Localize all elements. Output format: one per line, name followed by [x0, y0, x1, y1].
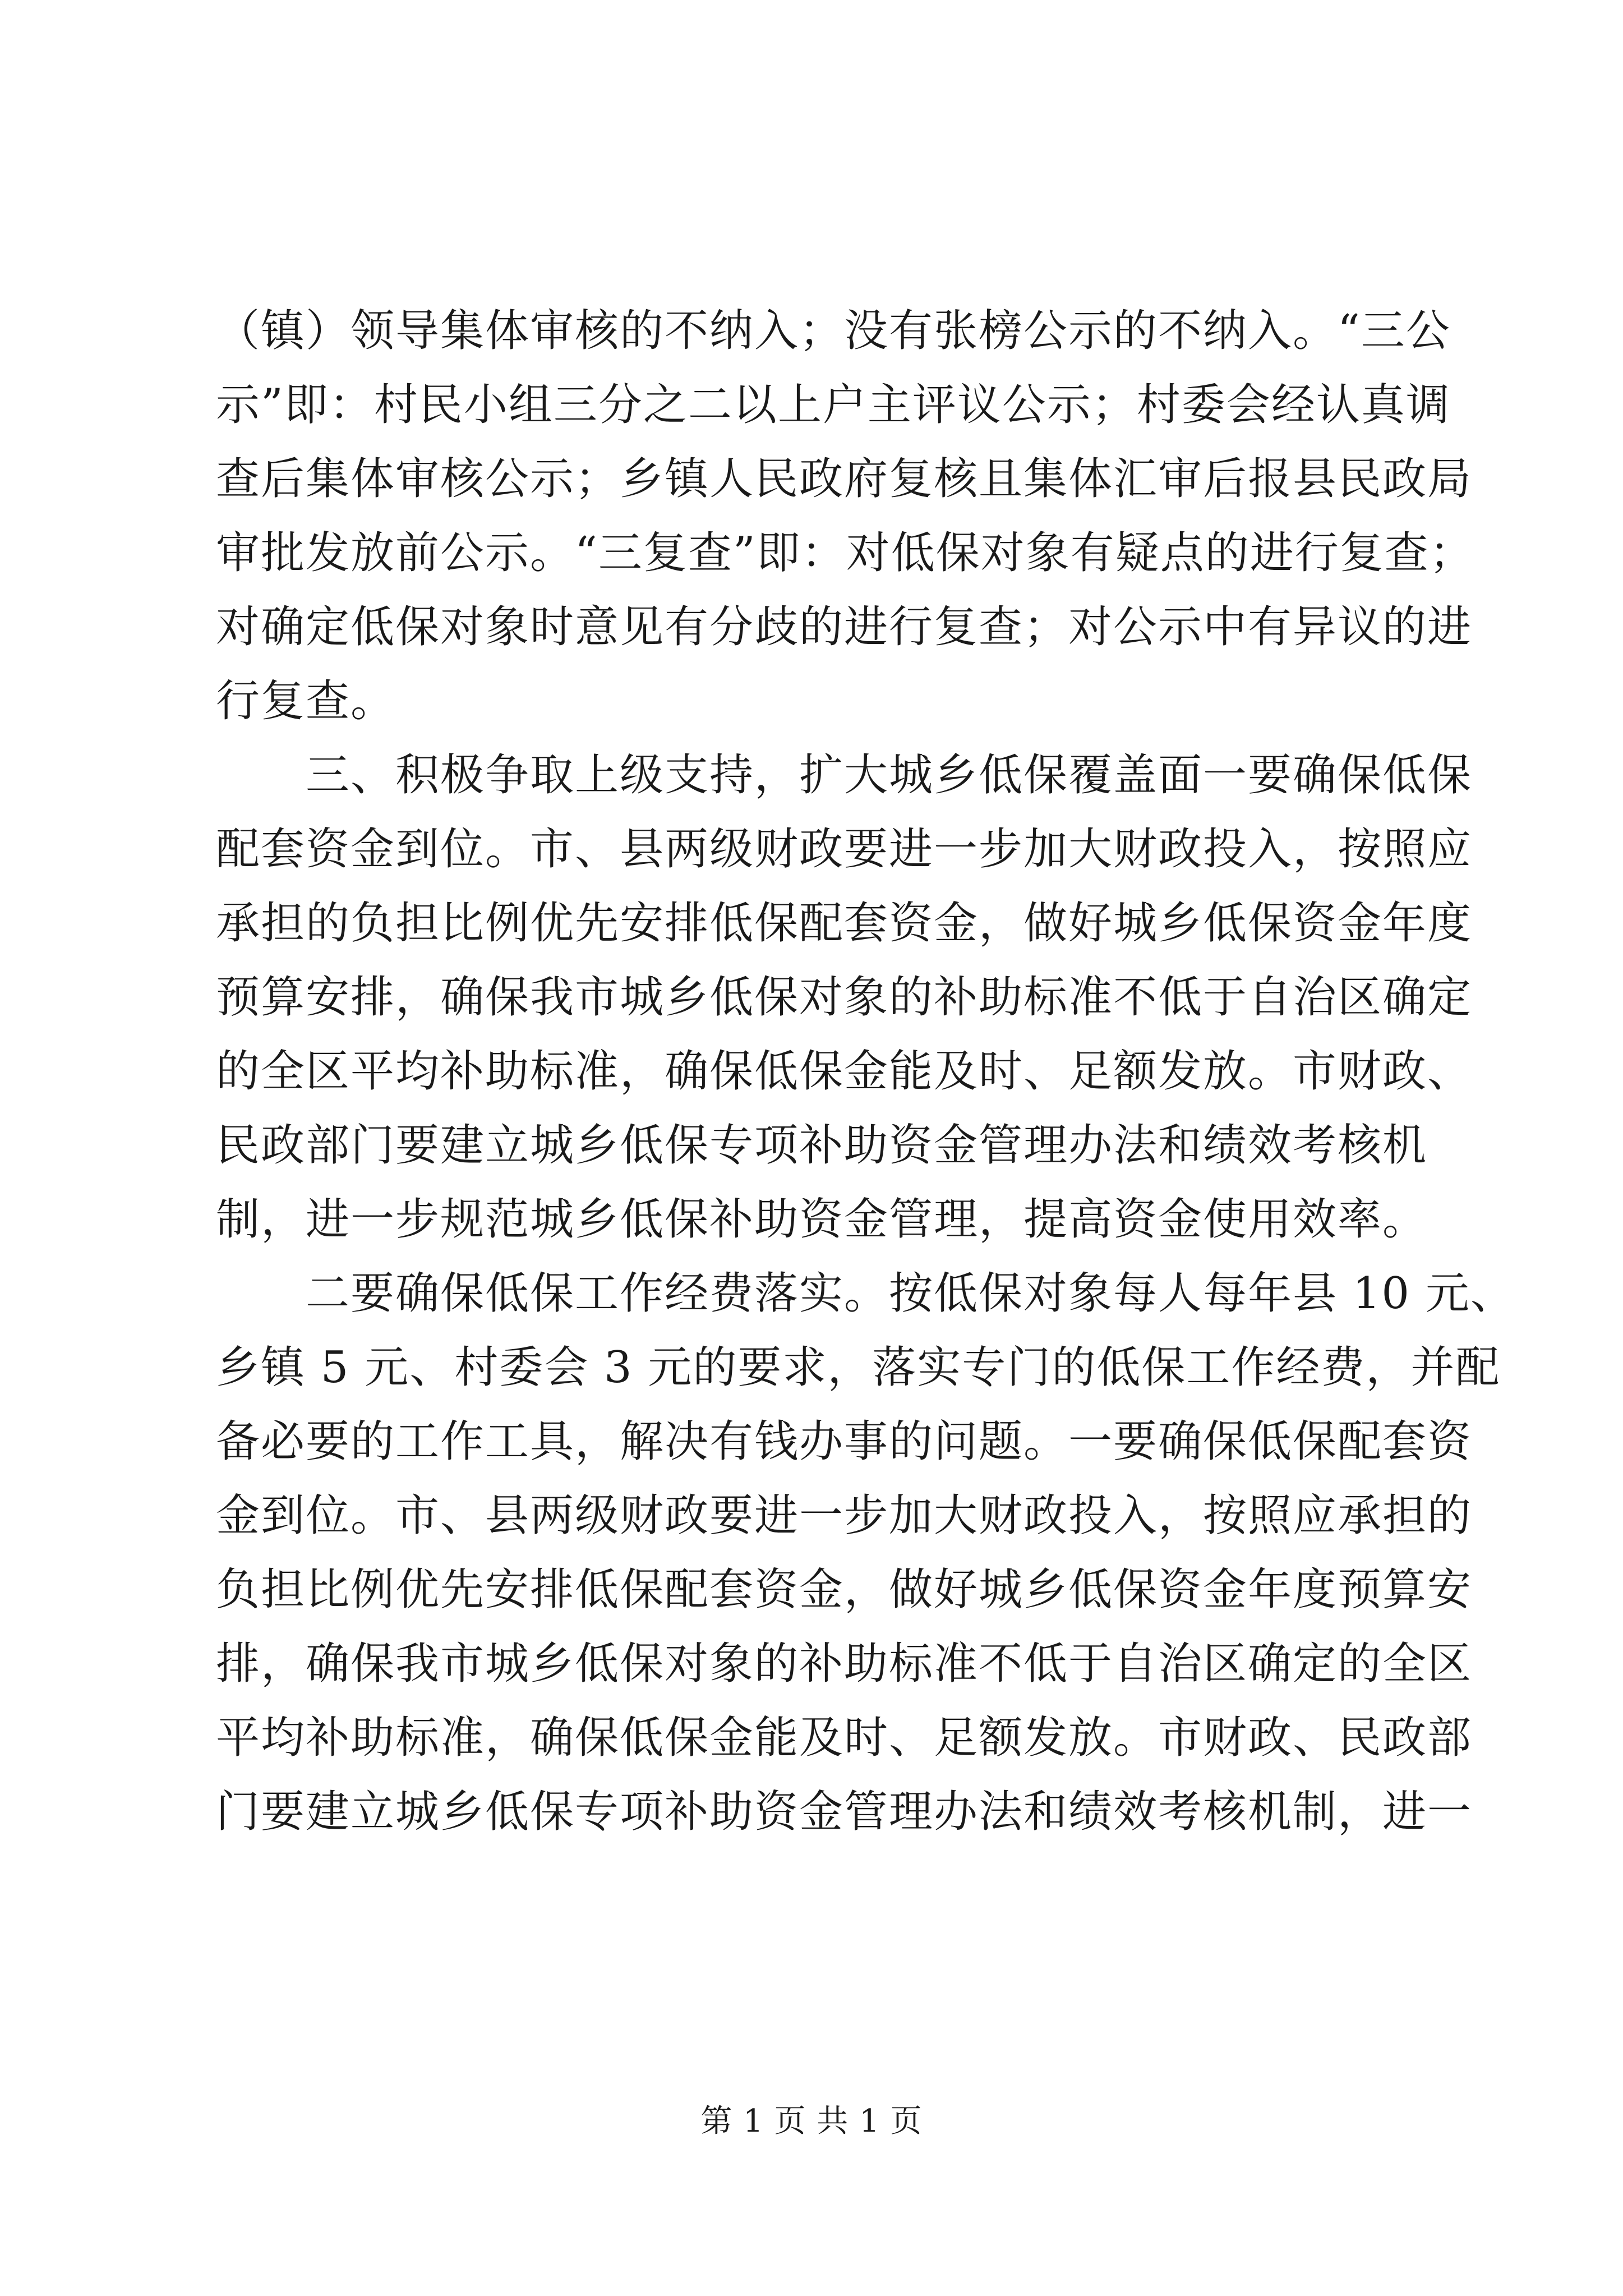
- text-line: 三、积极争取上级支持，扩大城乡低保覆盖面一要确保低保: [216, 750, 1473, 800]
- page-footer: 第 1 页 共 1 页: [700, 2103, 923, 2139]
- text-line: 门要建立城乡低保专项补助资金管理办法和绩效考核机制，进一: [216, 1787, 1473, 1837]
- text-line: 乡镇 5 元、村委会 3 元的要求，落实专门的低保工作经费，并配: [216, 1342, 1501, 1393]
- text-line: 示”即：村民小组三分之二以上户主评议公示；村委会经认真调: [216, 380, 1451, 430]
- text-line: 金到位。市、县两级财政要进一步加大财政投入，按照应承担的: [216, 1490, 1473, 1541]
- text-line: 审批发放前公示。“三复查”即：对低保对象有疑点的进行复查；: [216, 528, 1474, 578]
- text-line: 民政部门要建立城乡低保专项补助资金管理办法和绩效考核机: [216, 1120, 1428, 1171]
- text-line: 负担比例优先安排低保配套资金，做好城乡低保资金年度预算安: [216, 1565, 1473, 1615]
- text-line: 的全区平均补助标准，确保低保金能及时、足额发放。市财政、: [216, 1046, 1473, 1097]
- text-line: 排，确保我市城乡低保对象的补助标准不低于自治区确定的全区: [216, 1639, 1473, 1689]
- text-line: 二要确保低保工作经费落实。按低保对象每人每年县 10 元、: [216, 1268, 1515, 1319]
- text-line: 备必要的工作工具，解决有钱办事的问题。一要确保低保配套资: [216, 1416, 1473, 1467]
- text-line: 预算安排，确保我市城乡低保对象的补助标准不低于自治区确定: [216, 972, 1473, 1023]
- text-line: 行复查。: [216, 676, 396, 726]
- text-line: 承担的负担比例优先安排低保配套资金，做好城乡低保资金年度: [216, 898, 1473, 949]
- text-line: （镇）领导集体审核的不纳入；没有张榜公示的不纳入。“三公: [216, 306, 1451, 356]
- text-line: 查后集体审核公示；乡镇人民政府复核且集体汇审后报县民政局: [216, 454, 1473, 504]
- text-line: 对确定低保对象时意见有分歧的进行复查；对公示中有异议的进: [216, 602, 1473, 652]
- text-line: 制，进一步规范城乡低保补助资金管理，提高资金使用效率。: [216, 1194, 1428, 1245]
- text-line: 平均补助标准，确保低保金能及时、足额发放。市财政、民政部: [216, 1713, 1473, 1763]
- text-line: 配套资金到位。市、县两级财政要进一步加大财政投入，按照应: [216, 824, 1473, 875]
